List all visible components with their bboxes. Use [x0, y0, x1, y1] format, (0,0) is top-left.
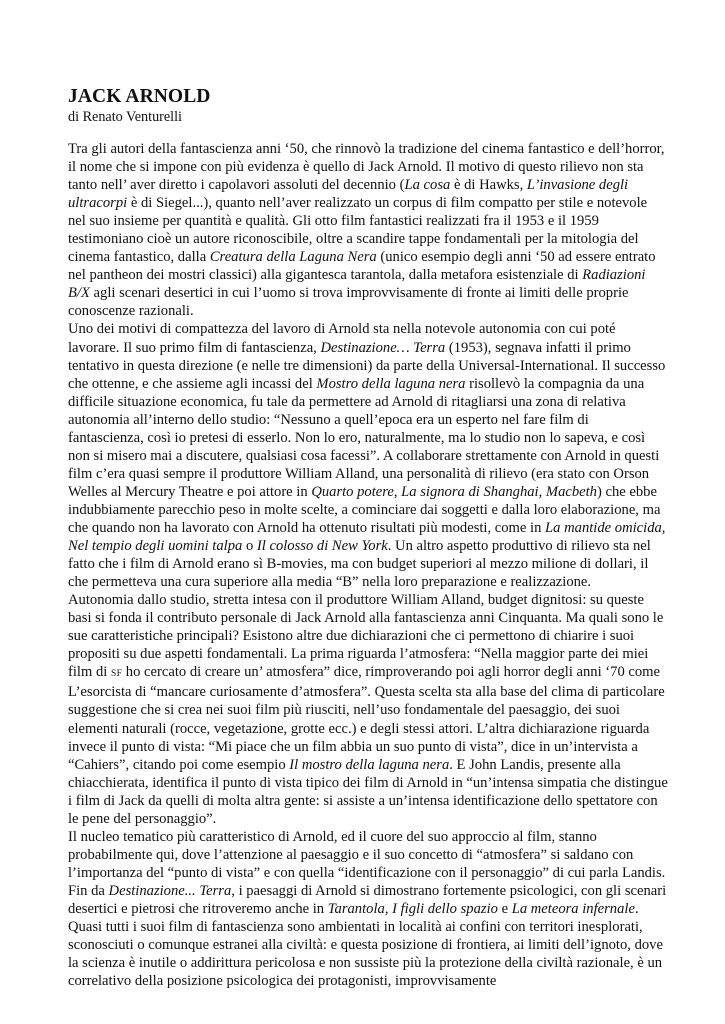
paragraph-text: . Quasi tutti i suoi film di fantascienza sono ambientati in località ai confini con territori inesplorati, sconosciuti o comunque estranei alla civiltà: e questa posizione di frontiera, ai limiti dell’ignoto, dove la scienza è inutile o addirittura pericolosa e non sussiste più la protezione della civiltà razionale, è un correlativo della posizione psicologica dei protagonisti, improvvisamente: [68, 900, 663, 990]
italic-title: I figli dello spazio: [392, 900, 498, 917]
paragraph-text: Autonomia dallo studio, stretta intesa con il produttore William Alland, budget dignitosi: su queste basi si fonda il contributo personale di Jack Arnold alla fantascienza anni Cinquanta. Ma quali sono le sue caratteristiche principali? Esistono altre due dichiarazioni che ci permettono di chiarire i suoi propositi su due aspetti fondamentali. La prima riguarda l’atmosfera: “Nella maggior parte dei miei film di: [68, 592, 664, 681]
italic-title: Creatura della Laguna Nera: [209, 249, 377, 266]
italic-title: La cosa: [404, 177, 451, 194]
paragraph-text: ,: [384, 900, 393, 917]
italic-title: Il colosso di New York: [256, 538, 388, 555]
paragraph-text: . Un altro aspetto produttivo di rilievo sta nel fatto che i film di Arnold erano sì B-movies, ma con budget superiori al mezzo milione di dollari, il che permetteva una cura superiore alla media “B” nella loro preparazione e realizzazione.: [68, 538, 651, 591]
italic-title: Destinazione... Terra: [108, 882, 232, 899]
article-byline: di Renato Venturelli: [68, 109, 183, 125]
italic-title: La meteora infernale: [511, 900, 635, 917]
italic-title: Mostro della laguna nera: [316, 375, 466, 392]
italic-title: Il mostro della laguna nera: [289, 756, 450, 773]
document-page: [68, 86, 668, 990]
italic-title: Quarto potere: [311, 483, 394, 500]
paragraph-text: (unico esempio degli anni ‘50 ad essere entrato nel pantheon dei mostri classici) alla gigantesca tarantola, dalla metafora esistenziale di: [68, 249, 656, 284]
paragraph-text: o: [242, 538, 257, 555]
body-paragraph: [68, 591, 668, 828]
italic-title: Radiazioni B/X: [68, 267, 646, 302]
paragraph-text: ,: [538, 483, 546, 500]
body-paragraph: [68, 828, 668, 990]
italic-title: Destinazione… Terra: [320, 339, 446, 356]
italic-title: Tarantola: [327, 900, 385, 917]
paragraph-text: risollevò la compagnia da una difficile situazione economica, fu tale da permettere ad Arnold di ritagliarsi una zona di relativa autonomia all’interno dello studio: “Nessuno a quell’epoca era un esperto nel fare film di fantascienza, così io pretesi di esserlo. Non lo ero, naturalmente, ma lo studio non lo sapeva, e così non si misero mai a discutere, qualsiasi cosa facessi”. A collaborare strettamente con Arnold in questi film c’era quasi sempre il produttore William Alland, una personalità di rilievo (era stato con Orson Welles al Mercury Theatre e poi attore in: [68, 375, 660, 500]
paragraph-text: ) che ebbe indubbiamente parecchio peso in molte scelte, a cominciare dai soggetti e dalla loro elaborazione, ma che quando non ha lavorato con Arnold ha ottenuto risultati più modesti, come in: [68, 483, 661, 536]
italic-title: L’invasione degli ultracorpi: [68, 177, 629, 212]
paragraph-text: ,: [393, 483, 402, 500]
paragraph-text: è di Siegel...), quanto nell’aver realizzato un corpus di film compatto per stile e notevole nel suo insieme per quantità e qualità. Gli otto film fantastici realizzati fra il 1953 e il 1959 testimoniano cioè un autore riconoscibile, oltre a scandire tappe fondamentali per la mitologia del cinema fantastico, dalla: [68, 195, 648, 266]
body-paragraph: [68, 140, 668, 320]
paragraph-text: ,: [661, 519, 666, 536]
italic-title: La mantide omicida: [545, 519, 662, 536]
paragraph-text: Uno dei motivi di compattezza del lavoro di Arnold sta nella notevole autonomia con cui poté lavorare. Il suo primo film di fantascienza,: [68, 321, 616, 356]
small-caps-text: SF: [110, 669, 123, 680]
paragraph-text: Tra gli autori della fantascienza anni ‘50, che rinnovò la tradizione del cinema fantastico e dell’horror, il nome che si impone con più evidenza è quello di Jack Arnold. Il motivo di questo rilievo non sta tanto nell’ aver diretto i capolavori assoluti del decennio (: [68, 141, 665, 194]
body-paragraph: [68, 320, 668, 591]
article-title: JACK ARNOLD: [68, 86, 211, 107]
paragraph-text: . E John Landis, presente alla chiacchierata, identifica il punto di vista tipico dei film di Arnold in “un’intensa simpatia che distingue i film di Jack da quelli di molta altra gente: si assiste a un’intensa identificazione dello spettatore con le pene del personaggio”.: [68, 756, 668, 827]
paragraph-text: Il nucleo tematico più caratteristico di Arnold, ed il cuore del suo approccio al film, stanno probabilmente qui, dove l’attenzione al paesaggio e il suo concetto di “atmosfera” si saldano con l’importanza del “punto di vista” e con quella “identificazione con il personaggio” di cui parla Landis. Fin da: [68, 828, 666, 899]
paragraph-text: e: [497, 900, 512, 917]
paragraph-text: agli scenari desertici in cui l’uomo si trova improvvisamente di fronte ai limiti delle proprie conoscenze razionali.: [68, 285, 629, 320]
italic-title: Macbeth: [545, 483, 597, 500]
article-body: [68, 140, 668, 990]
italic-title: Nel tempio degli uomini talpa: [68, 538, 243, 555]
paragraph-text: è di Hawks,: [450, 177, 527, 194]
paragraph-text: , i paesaggi di Arnold si dimostrano fortemente psicologici, con gli scenari desertici e pietrosi che ritroveremo anche in: [68, 882, 667, 917]
paragraph-text: ho cercato di creare un’ atmosfera” dice, rimproverando poi agli horror degli anni ‘70 come L’esorcista di “mancare curiosamente d’atmosfera”. Questa scelta sta alla base del clima di particolare suggestione che si crea nei suoi film più riusciti, nell’uso fondamentale del paesaggio, dei suoi elementi naturali (rocce, vegetazione, grotte ecc.) e degli stessi attori. L’altra dichiarazione riguarda invece il punto di vista: “Mi piace che un film abbia un suo punto di vista”, dice in un’intervista a “Cahiers”, citando poi come esempio: [68, 664, 665, 773]
paragraph-text: (1953), segnava infatti il primo tentativo in questa direzione (e nelle tre dimensioni) da parte della Universal-International. Il successo che ottenne, e che assieme agli incassi del: [68, 339, 666, 392]
italic-title: La signora di Shanghai: [401, 483, 539, 500]
